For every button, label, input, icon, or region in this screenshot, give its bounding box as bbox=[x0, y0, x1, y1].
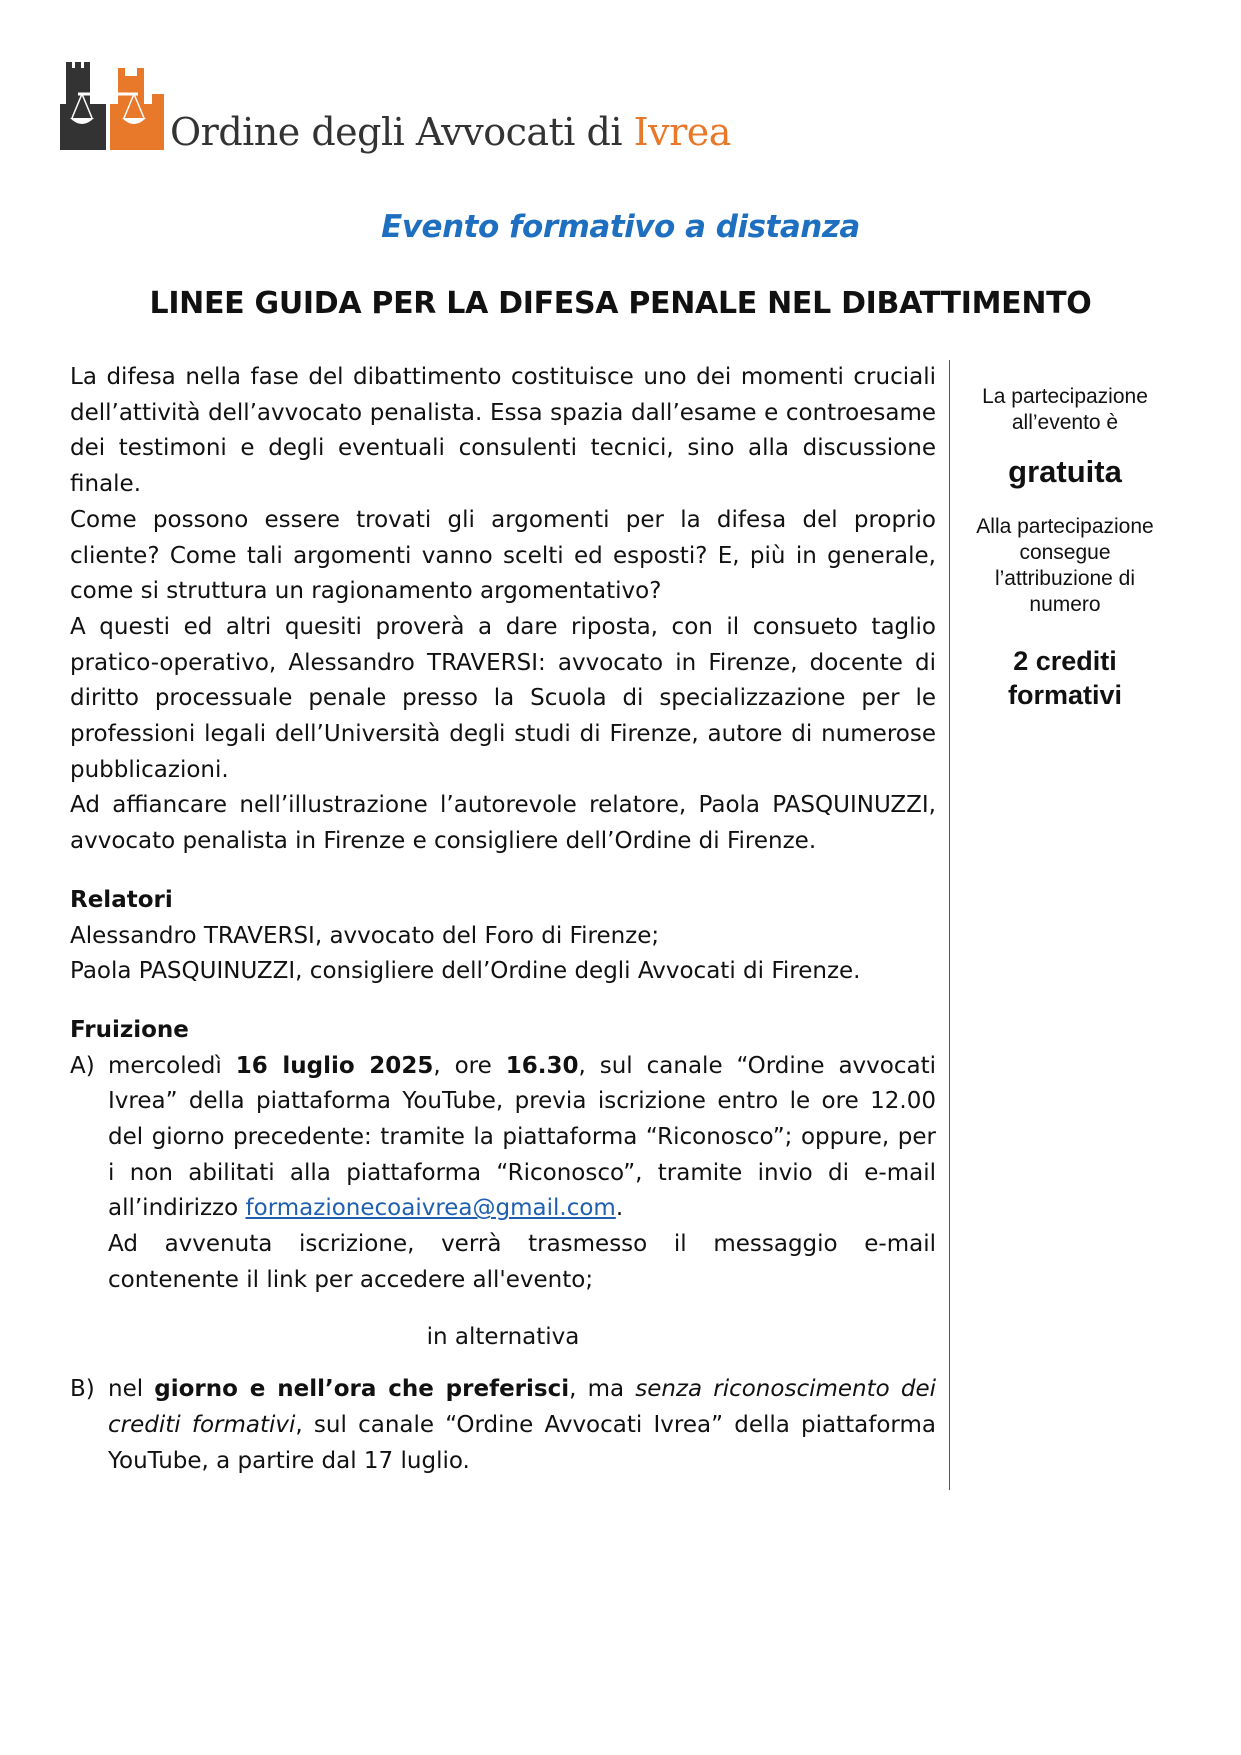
intro-paragraph-4: Ad affiancare nell’illustrazione l’autorevole relatore, Paola PASQUINUZZI, avvocato penalista in Firenze e consigliere dell’Ordine di Firenze. bbox=[70, 792, 936, 855]
sidebar bbox=[960, 384, 1170, 712]
logo-wordmark bbox=[170, 110, 731, 154]
event-subtitle: Evento formativo a distanza bbox=[381, 209, 860, 245]
option-b bbox=[70, 1372, 936, 1479]
alternative-label: in alternativa bbox=[426, 1323, 580, 1350]
option-b-text-3: , sul canale “Ordine Avvocati Ivrea” della piattaforma YouTube, a partire dal 17 luglio. bbox=[108, 1411, 936, 1474]
logo-city: Ivrea bbox=[633, 110, 731, 154]
relatore-1: Alessandro TRAVERSI, avvocato del Foro di Firenze; bbox=[70, 922, 660, 949]
option-b-bold: giorno e nell’ora che preferisci bbox=[154, 1376, 570, 1403]
relatori-heading: Relatori bbox=[70, 886, 173, 913]
main-content bbox=[70, 360, 936, 1479]
option-a-text-4: . bbox=[615, 1195, 624, 1222]
column-divider bbox=[949, 360, 950, 1490]
option-a-text-3: , sul canale “Ordine avvocati Ivrea” della piattaforma YouTube, previa iscrizione entro le ore 12.00 del giorno precedente: tramite la piattaforma “Riconosco”; oppure, per i non abilitati alla piattaforma “Riconosco”, tramite invio di e-mail all’indirizzo bbox=[108, 1052, 937, 1222]
page-title: LINEE GUIDA PER LA DIFESA PENALE NEL DIBATTIMENTO bbox=[149, 286, 1092, 321]
sidebar-credits-line-1: 2 crediti bbox=[1013, 646, 1117, 676]
event-time: 16.30 bbox=[505, 1052, 579, 1079]
option-a-text bbox=[108, 1049, 936, 1228]
email-link[interactable]: formazionecoaivrea@gmail.com bbox=[245, 1195, 616, 1222]
intro-paragraph-2: Come possono essere trovati gli argomenti per la difesa del proprio cliente? Come tali argomenti vanno scelti ed esposti? E, più in generale, come si struttura un ragionamento argomentativo? bbox=[70, 506, 936, 605]
castle-scales-logo-icon bbox=[60, 58, 170, 153]
sidebar-participation-text: La partecipazione all’evento è bbox=[982, 385, 1148, 434]
sidebar-credits-line-2: formativi bbox=[1007, 680, 1123, 710]
option-a-text-1: mercoledì bbox=[108, 1052, 236, 1079]
sidebar-credits-text: Alla partecipazione consegue l’attribuzione di numero bbox=[976, 515, 1154, 616]
relatore-2: Paola PASQUINUZZI, consigliere dell’Ordine degli Avvocati di Firenze. bbox=[70, 958, 861, 985]
header-logo bbox=[60, 58, 731, 168]
option-b-italic: senza riconoscimento dei crediti formativi bbox=[108, 1376, 936, 1438]
option-b-marker: B) bbox=[70, 1376, 95, 1403]
sidebar-credits-value bbox=[960, 644, 1170, 712]
option-a-marker: A) bbox=[70, 1052, 95, 1079]
option-a-note: Ad avvenuta iscrizione, verrà trasmesso il messaggio e-mail contenente il link per accedere all'evento; bbox=[108, 1231, 936, 1293]
option-b-text-2: , ma bbox=[569, 1376, 636, 1403]
logo-name: Ordine degli Avvocati di bbox=[170, 110, 622, 154]
intro-paragraph-1: La difesa nella fase del dibattimento costituisce uno dei momenti cruciali dell’attività dell’avvocato penalista. Essa spazia dall’esame e controesame dei testimoni e degli eventuali consulenti tecnici, sino alla discussione finale. bbox=[70, 364, 936, 498]
option-b-text bbox=[108, 1372, 936, 1479]
event-date: 16 luglio 2025 bbox=[235, 1052, 434, 1079]
intro-paragraph-3: A questi ed altri quesiti proverà a dare riposta, con il consueto taglio pratico-operativo, Alessandro TRAVERSI: avvocato in Firenze, docente di diritto processuale penale presso la Scuola di specializzazione per le professioni legali dell’Università degli studi di Firenze, autore di numerose pubblicazioni. bbox=[70, 613, 936, 783]
fruizione-heading: Fruizione bbox=[70, 1016, 189, 1043]
option-b-text-1: nel bbox=[108, 1376, 155, 1403]
option-a bbox=[70, 1049, 936, 1299]
sidebar-free-label: gratuita bbox=[1008, 454, 1122, 489]
option-a-text-2: , ore bbox=[433, 1052, 506, 1079]
